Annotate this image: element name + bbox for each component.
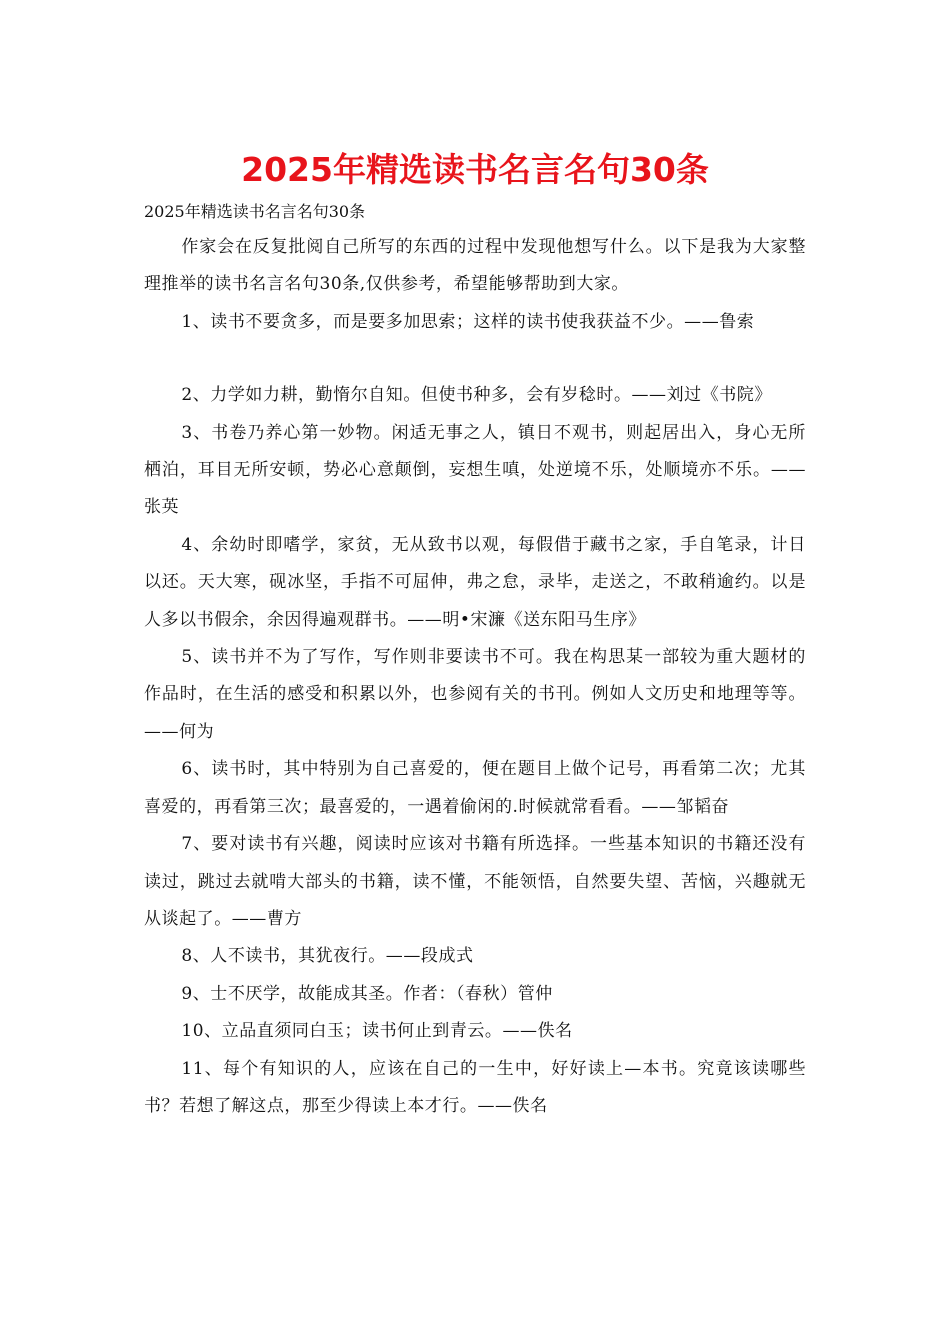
document-body (144, 229, 806, 1125)
quote-paragraph-3: 3、书卷乃养心第一妙物。闲适无事之人，镇日不观书，则起居出入，身心无所栖泊，耳目无所安顿，势必心意颠倒，妄想生嗔，处逆境不乐，处顺境亦不乐。——张英 (144, 422, 806, 518)
quote-paragraph-9: 9、士不厌学，故能成其圣。作者：（春秋）管仲 (181, 983, 553, 1004)
quote-paragraph-11: 11、每个有知识的人，应该在自己的一生中，好好读上—本书。究竟该读哪些书？若想了解这点，那至少得读上本才行。——佚名 (144, 1058, 806, 1116)
quote-paragraph-4: 4、余幼时即嗜学，家贫，无从致书以观，每假借于藏书之家，手自笔录，计日以还。天大寒，砚冰坚，手指不可屈伸，弗之怠，录毕，走送之，不敢稍逾约。以是人多以书假余，余因得遍观群书。——明•宋濂《送东阳马生序》 (144, 534, 806, 630)
quote-paragraph-6: 6、读书时，其中特别为自己喜爱的，便在题目上做个记号，再看第二次；尤其喜爱的，再看第三次；最喜爱的，一遇着偷闲的.时候就常看看。——邹韬奋 (144, 759, 806, 817)
intro-paragraph: 作家会在反复批阅自己所写的东西的过程中发现他想写什么。以下是我为大家整理推举的读书名言名句30条,仅供参考，希望能够帮助到大家。 (144, 237, 806, 295)
quote-paragraph-8: 8、人不读书，其犹夜行。——段成式 (181, 946, 474, 967)
document-subtitle: 2025年精选读书名言名句30条 (144, 202, 366, 221)
quote-paragraph-1: 1、读书不要贪多，而是要多加思索；这样的读书使我获益不少。——鲁索 (181, 311, 755, 332)
quote-paragraph-7: 7、要对读书有兴趣，阅读时应该对书籍有所选择。一些基本知识的书籍还没有读过，跳过去就啃大部头的书籍，读不懂，不能领悟，自然要失望、苦恼，兴趣就无从谈起了。——曹方 (144, 834, 806, 929)
quote-paragraph-10: 10、立品直须同白玉；读书何止到青云。——佚名 (181, 1021, 573, 1042)
document-title: 2025年精选读书名言名句30条 (241, 150, 709, 189)
quote-paragraph-5: 5、读书并不为了写作，写作则非要读书不可。我在构思某一部较为重大题材的作品时，在生活的感受和积累以外，也参阅有关的书刊。例如人文历史和地理等等。——何为 (144, 647, 806, 742)
quote-paragraph-2: 2、力学如力耕，勤惰尔自知。但使书种多，会有岁稔时。——刘过《书院》 (181, 385, 772, 406)
